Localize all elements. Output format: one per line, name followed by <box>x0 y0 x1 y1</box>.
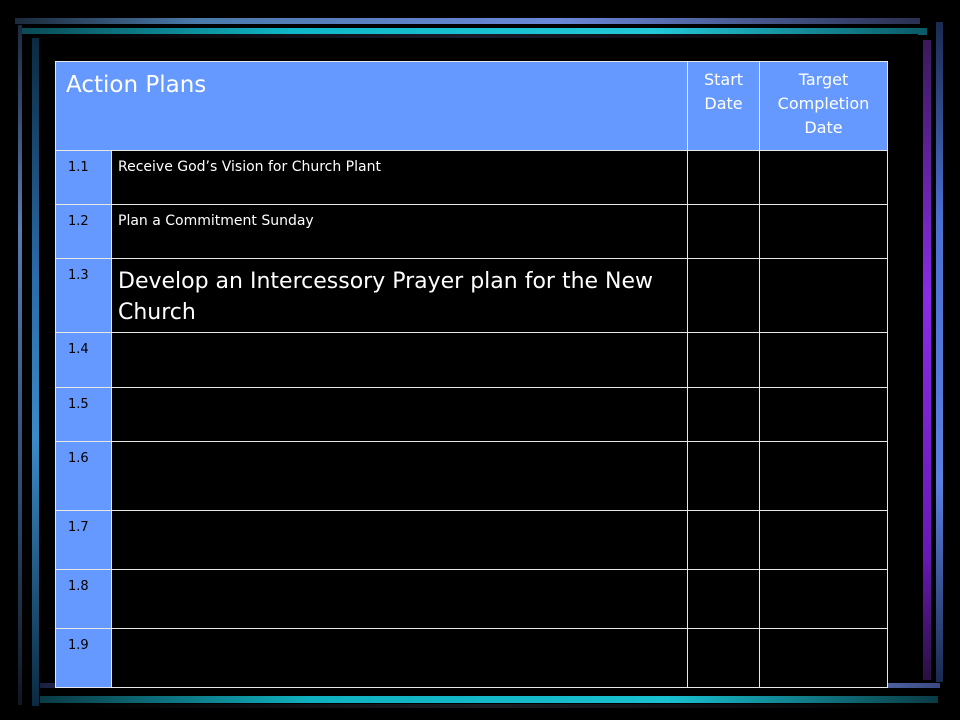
table-row <box>56 511 888 570</box>
target-date-cell[interactable] <box>760 205 888 259</box>
row-number: 1.2 <box>56 205 112 259</box>
decorative-frame-bar <box>923 40 931 680</box>
header-target-completion-date: Target Completion Date <box>760 62 888 151</box>
target-date-cell[interactable] <box>760 333 888 388</box>
table-header-row <box>56 62 888 151</box>
row-number: 1.1 <box>56 151 112 205</box>
header-action-plans: Action Plans <box>56 62 688 151</box>
target-date-cell[interactable] <box>760 511 888 570</box>
target-date-cell[interactable] <box>760 442 888 511</box>
decorative-frame-bar <box>936 22 943 682</box>
start-date-cell[interactable] <box>688 511 760 570</box>
table-row <box>56 333 888 388</box>
task-cell[interactable] <box>112 511 688 570</box>
table-row <box>56 205 888 259</box>
task-cell[interactable]: Develop an Intercessory Prayer plan for the New Church <box>112 259 688 333</box>
row-number: 1.5 <box>56 388 112 442</box>
row-number: 1.9 <box>56 629 112 688</box>
decorative-frame-bar <box>15 18 920 24</box>
row-number: 1.3 <box>56 259 112 333</box>
table-row <box>56 570 888 629</box>
start-date-cell[interactable] <box>688 388 760 442</box>
table-row <box>56 388 888 442</box>
task-cell[interactable] <box>112 442 688 511</box>
task-cell[interactable]: Receive God’s Vision for Church Plant <box>112 151 688 205</box>
row-number: 1.4 <box>56 333 112 388</box>
target-date-cell[interactable] <box>760 151 888 205</box>
decorative-frame-bar <box>40 696 938 703</box>
start-date-cell[interactable] <box>688 570 760 629</box>
decorative-frame-bar <box>18 34 918 38</box>
action-plans-table <box>55 61 888 688</box>
target-date-cell[interactable] <box>760 388 888 442</box>
row-number: 1.6 <box>56 442 112 511</box>
table-row <box>56 151 888 205</box>
decorative-frame-bar <box>18 25 22 705</box>
task-cell[interactable] <box>112 629 688 688</box>
decorative-frame-bar <box>50 704 930 708</box>
row-number: 1.7 <box>56 511 112 570</box>
start-date-cell[interactable] <box>688 442 760 511</box>
target-date-cell[interactable] <box>760 570 888 629</box>
start-date-cell[interactable] <box>688 333 760 388</box>
decorative-frame-bar <box>32 38 39 706</box>
table-row <box>56 442 888 511</box>
task-cell[interactable] <box>112 388 688 442</box>
task-cell[interactable] <box>112 333 688 388</box>
row-number: 1.8 <box>56 570 112 629</box>
table-row <box>56 259 888 333</box>
table-row <box>56 629 888 688</box>
target-date-cell[interactable] <box>760 629 888 688</box>
start-date-cell[interactable] <box>688 259 760 333</box>
start-date-cell[interactable] <box>688 629 760 688</box>
start-date-cell[interactable] <box>688 205 760 259</box>
task-cell[interactable]: Plan a Commitment Sunday <box>112 205 688 259</box>
task-cell[interactable] <box>112 570 688 629</box>
start-date-cell[interactable] <box>688 151 760 205</box>
target-date-cell[interactable] <box>760 259 888 333</box>
header-start-date: Start Date <box>688 62 760 151</box>
